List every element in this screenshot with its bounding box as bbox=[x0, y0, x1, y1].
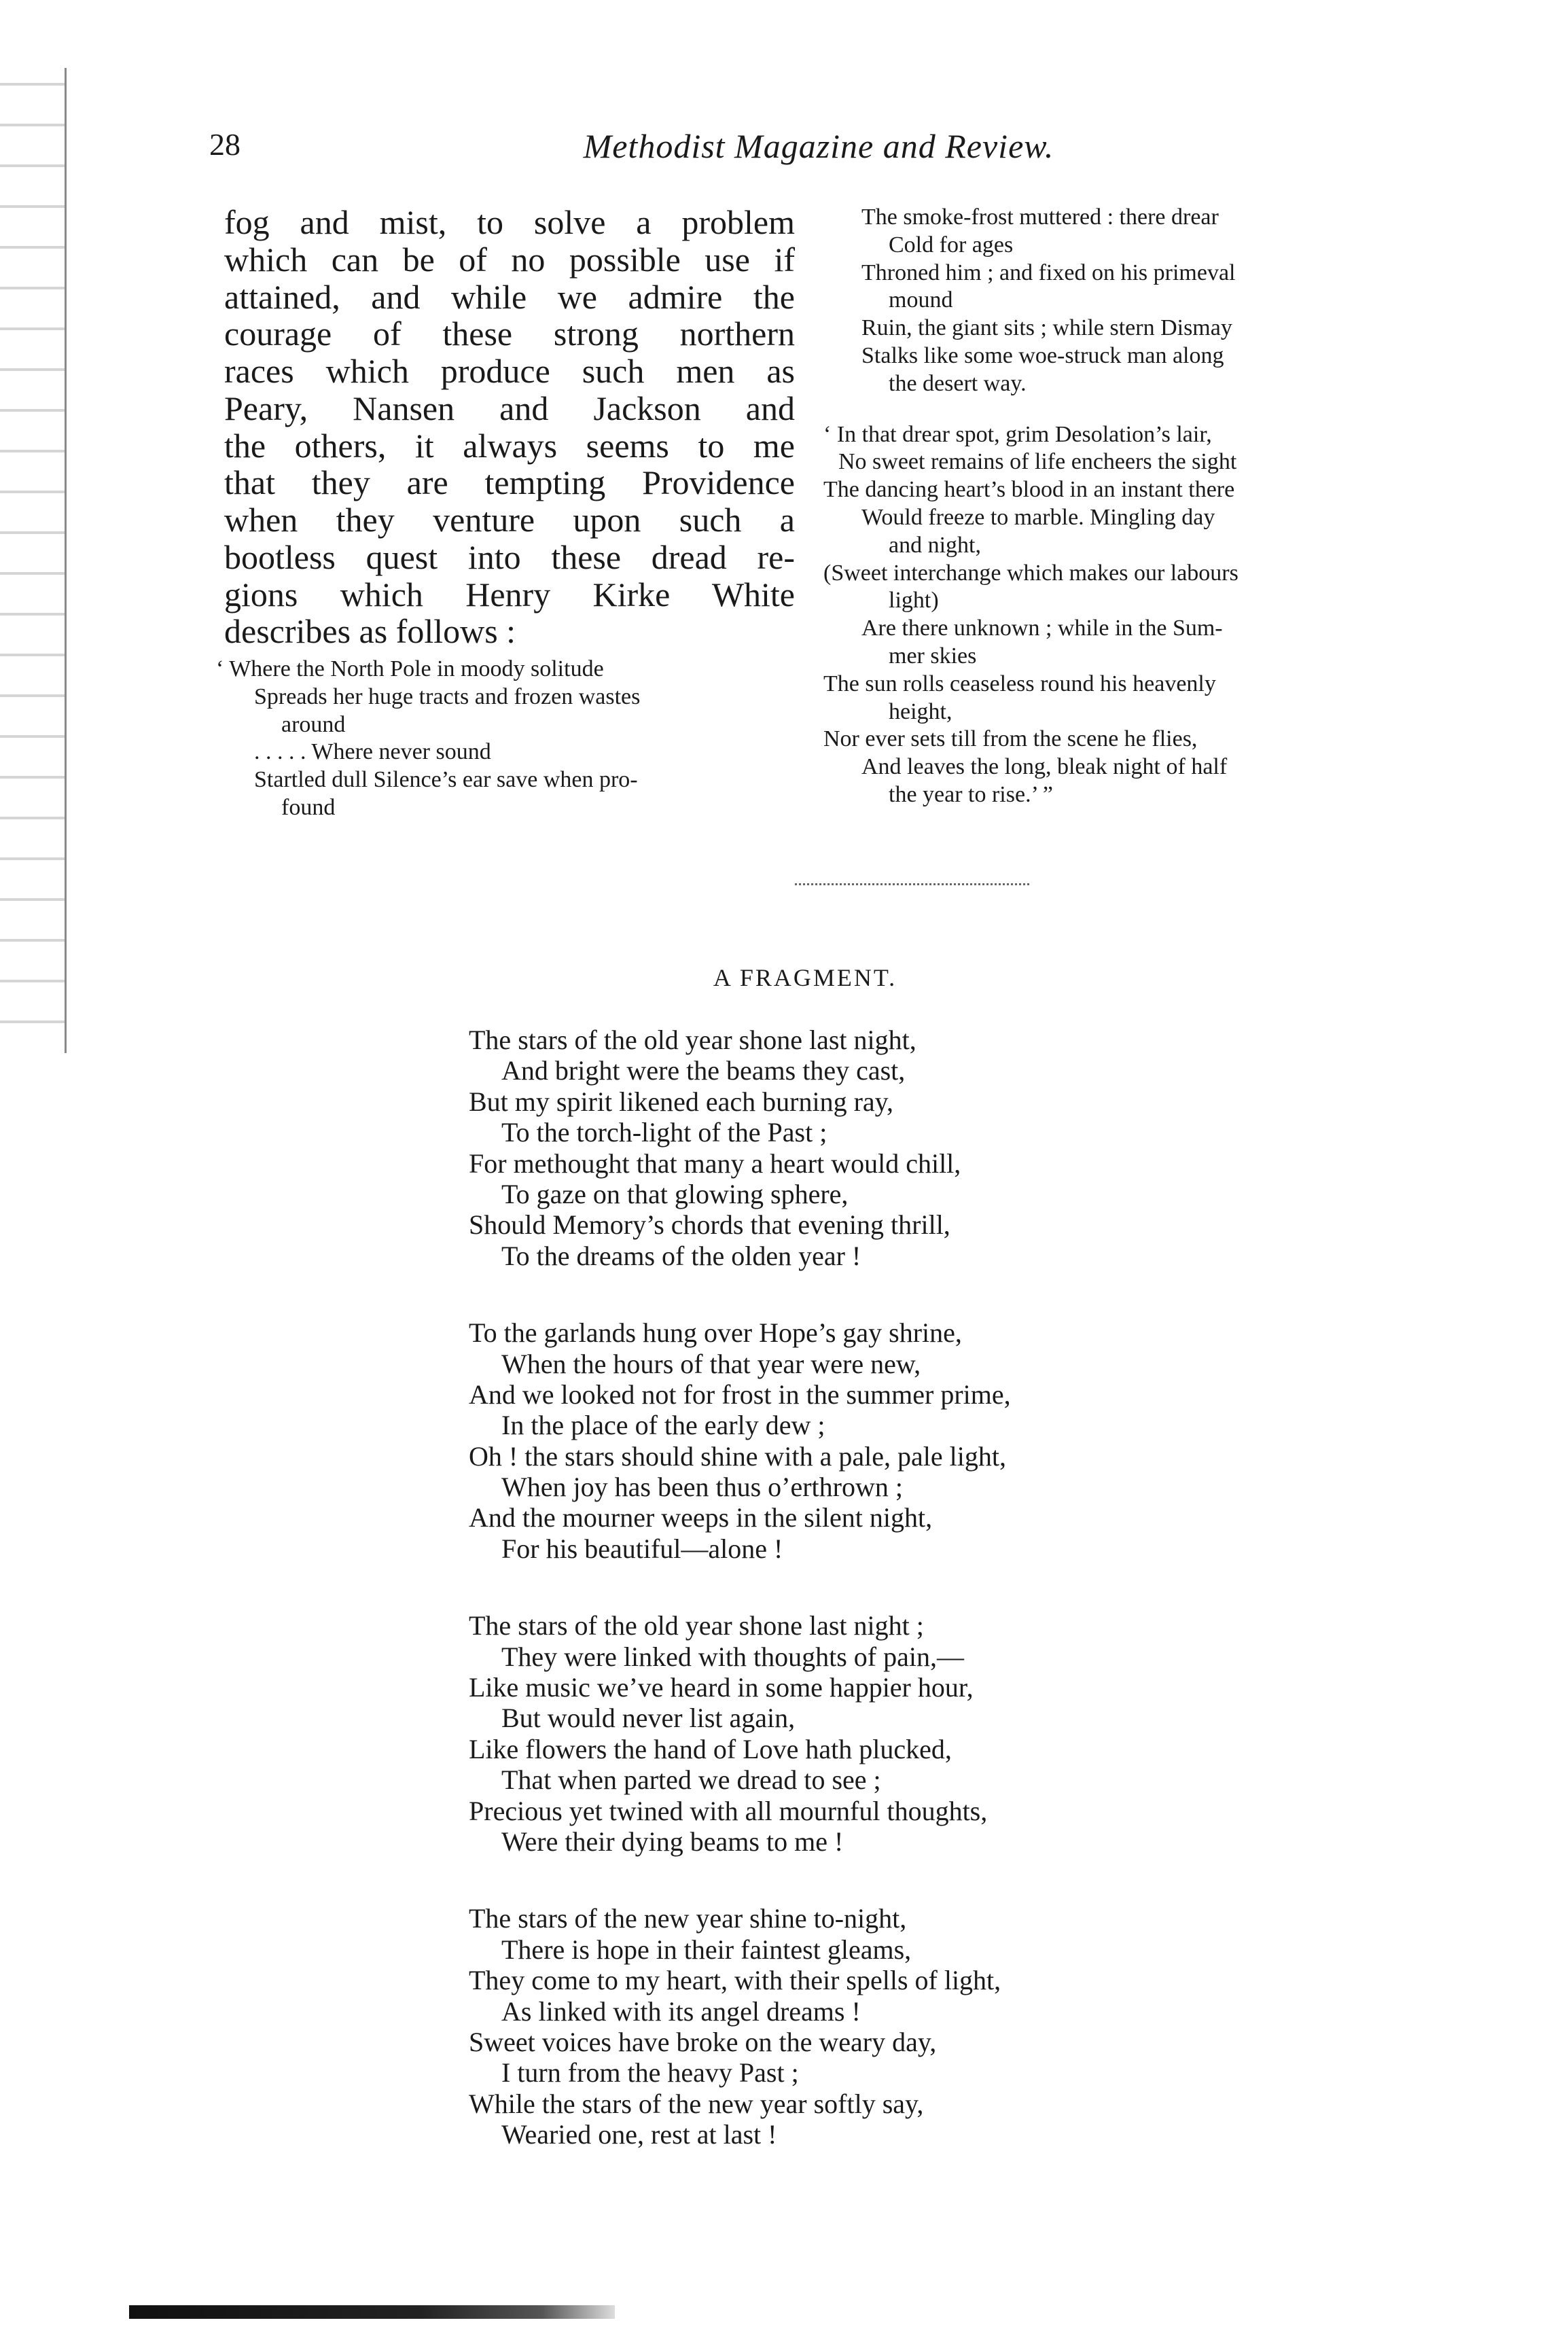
prose-line: races which produce such men as bbox=[224, 352, 795, 390]
verse-line: height, bbox=[889, 698, 952, 724]
verse-line: (Sweet interchange which makes our labours bbox=[823, 560, 1239, 586]
poem-line: The stars of the new year shine to-night, bbox=[469, 1903, 907, 1934]
verse-line: Stalks like some woe-struck man along bbox=[861, 342, 1224, 368]
prose-line: Peary, Nansen and Jackson and bbox=[224, 389, 795, 427]
verse-line: found bbox=[281, 794, 336, 820]
prose-line: fog and mist, to solve a problem bbox=[224, 203, 795, 241]
poem-line: For his beautiful—alone ! bbox=[501, 1533, 783, 1564]
verse-line: Cold for ages bbox=[889, 232, 1014, 257]
poem-line: To gaze on that glowing sphere, bbox=[501, 1178, 849, 1209]
poem-line: When joy has been thus o’erthrown ; bbox=[501, 1472, 903, 1503]
section-divider bbox=[795, 883, 1029, 885]
poem-line: And the mourner weeps in the silent night, bbox=[469, 1502, 933, 1533]
poem-stanza bbox=[469, 1025, 1216, 1271]
page-bottom-rule bbox=[129, 2305, 615, 2319]
verse-line: Throned him ; and fixed on his primeval bbox=[861, 260, 1236, 285]
prose-line: the others, it always seems to me bbox=[224, 426, 795, 465]
poem-line: While the stars of the new year softly say, bbox=[469, 2088, 924, 2119]
poem-line: To the garlands hung over Hope’s gay shrine, bbox=[469, 1317, 962, 1349]
poem-line: To the dreams of the olden year ! bbox=[501, 1240, 861, 1271]
poem-body bbox=[469, 1025, 1216, 2197]
verse-line: The dancing heart’s blood in an instant there bbox=[823, 477, 1235, 503]
poem-line: Sweet voices have broke on the weary day, bbox=[469, 2026, 937, 2057]
verse-line: Are there unknown ; while in the Sum- bbox=[861, 616, 1223, 641]
page-binding-edge bbox=[0, 68, 67, 1053]
poem-line: Oh ! the stars should shine with a pale, pale light, bbox=[469, 1440, 1006, 1472]
poem-line: There is hope in their faintest gleams, bbox=[501, 1934, 912, 1965]
verse-line: light) bbox=[889, 588, 939, 614]
poem-stanza bbox=[469, 1610, 1216, 1857]
poem-line: For methought that many a heart would chill, bbox=[469, 1148, 961, 1179]
article-prose bbox=[224, 204, 795, 650]
poem-stanza bbox=[469, 1903, 1216, 2150]
poem-line: But my spirit likened each burning ray, bbox=[469, 1086, 894, 1117]
verse-line: No sweet remains of life encheers the sight bbox=[838, 449, 1237, 475]
prose-line: attained, and while we admire the bbox=[224, 277, 795, 316]
poem-line: That when parted we dread to see ; bbox=[501, 1764, 881, 1796]
page-number: 28 bbox=[209, 127, 240, 162]
verse-line: the year to rise.’ ” bbox=[889, 781, 1053, 807]
poem-line: Like flowers the hand of Love hath plucked, bbox=[469, 1733, 952, 1764]
poem-line: And we looked not for frost in the summer prime, bbox=[469, 1379, 1011, 1410]
prose-line: courage of these strong northern bbox=[224, 315, 795, 353]
poem-line: Should Memory’s chords that evening thrill, bbox=[469, 1209, 950, 1241]
verse-line: the desert way. bbox=[889, 370, 1027, 396]
verse-line: ‘ Where the North Pole in moody solitude bbox=[216, 656, 604, 681]
poem-line: I turn from the heavy Past ; bbox=[501, 2057, 799, 2089]
quoted-verse-left bbox=[216, 656, 814, 822]
verse-line: ‘ In that drear spot, grim Desolation’s lair, bbox=[823, 421, 1212, 447]
prose-line: that they are tempting Providence bbox=[224, 463, 795, 502]
poem-line: Wearied one, rest at last ! bbox=[501, 2119, 777, 2150]
verse-line: mer skies bbox=[889, 643, 977, 669]
verse-line: . . . . . Where never sound bbox=[254, 739, 491, 765]
verse-line: and night, bbox=[889, 532, 981, 558]
poem-line: Precious yet twined with all mournful thoughts, bbox=[469, 1795, 988, 1826]
poem-title: A FRAGMENT. bbox=[713, 964, 897, 991]
poem-line: To the torch-light of the Past ; bbox=[501, 1117, 827, 1148]
poem-line: The stars of the old year shone last night ; bbox=[469, 1610, 924, 1641]
poem-line: In the place of the early dew ; bbox=[501, 1410, 825, 1441]
verse-line: The sun rolls ceaseless round his heavenly bbox=[823, 671, 1216, 696]
poem-line: They were linked with thoughts of pain,— bbox=[501, 1641, 964, 1672]
verse-line: Would freeze to marble. Mingling day bbox=[861, 504, 1215, 530]
quoted-verse-right bbox=[823, 204, 1408, 809]
poem-line: When the hours of that year were new, bbox=[501, 1348, 921, 1379]
poem-line: The stars of the old year shone last night, bbox=[469, 1025, 916, 1055]
verse-line: around bbox=[281, 711, 346, 737]
verse-line: Ruin, the giant sits ; while stern Dismay bbox=[861, 315, 1232, 341]
poem-line: Like music we’ve heard in some happier hour, bbox=[469, 1672, 974, 1703]
prose-line: describes as follows : bbox=[224, 612, 516, 651]
verse-line: Spreads her huge tracts and frozen wastes bbox=[254, 683, 641, 709]
prose-line: when they venture upon such a bbox=[224, 501, 795, 539]
prose-line: gions which Henry Kirke White bbox=[224, 575, 795, 614]
verse-line: mound bbox=[889, 287, 953, 313]
verse-line: And leaves the long, bleak night of half bbox=[861, 754, 1228, 780]
poem-line: They come to my heart, with their spells of light, bbox=[469, 1965, 1001, 1996]
verse-line: The smoke-frost muttered : there drear bbox=[861, 205, 1219, 230]
running-title: Methodist Magazine and Review. bbox=[583, 127, 1054, 165]
poem-line: As linked with its angel dreams ! bbox=[501, 1995, 861, 2027]
prose-line: which can be of no possible use if bbox=[224, 240, 795, 279]
poem-stanza bbox=[469, 1317, 1216, 1564]
poem-line: And bright were the beams they cast, bbox=[501, 1055, 906, 1086]
poem-line: Were their dying beams to me ! bbox=[501, 1826, 844, 1857]
poem-line: But would never list again, bbox=[501, 1703, 796, 1734]
verse-line: Startled dull Silence’s ear save when pro- bbox=[254, 767, 638, 793]
verse-line: Nor ever sets till from the scene he flies, bbox=[823, 726, 1198, 752]
prose-line: bootless quest into these dread re- bbox=[224, 537, 795, 576]
